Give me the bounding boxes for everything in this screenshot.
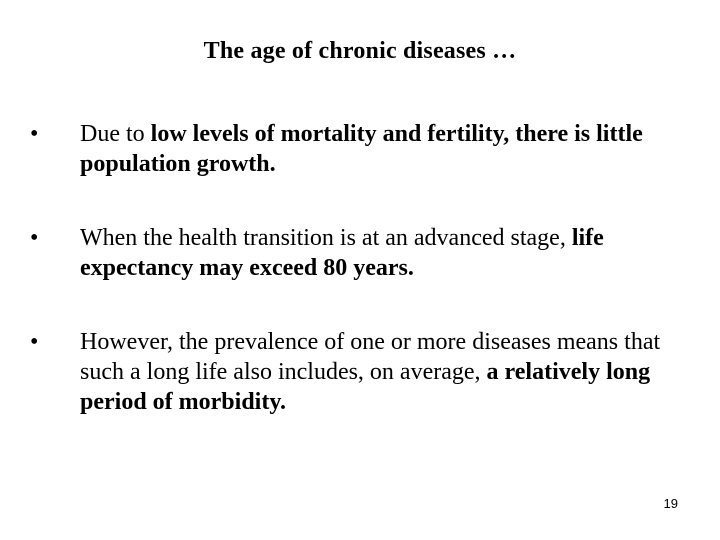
bullet-text-segment-bold: life expectancy may exceed 80 years. bbox=[80, 225, 604, 281]
bullet-text-segment-bold: a relatively long period of morbidity. bbox=[80, 359, 651, 415]
bullet-marker: • bbox=[30, 329, 39, 355]
bullet-text-segment: Due to bbox=[80, 121, 151, 147]
slide-title: The age of chronic diseases … bbox=[203, 38, 517, 64]
bullet-marker: • bbox=[30, 121, 39, 147]
bullet-marker: • bbox=[30, 225, 39, 251]
bullet-text bbox=[80, 327, 680, 417]
page-number: 19 bbox=[663, 496, 678, 511]
bullet-text-segment: When the health transition is at an advanced stage, bbox=[80, 225, 572, 251]
bullet-text-segment-bold: low levels of mortality and fertility, there is little population growth. bbox=[80, 121, 643, 177]
bullet-text bbox=[80, 223, 680, 283]
bullet-text-segment: However, the prevalence of one or more diseases means that such a long life also includes, on average, bbox=[80, 329, 661, 385]
bullet-text bbox=[80, 119, 680, 179]
